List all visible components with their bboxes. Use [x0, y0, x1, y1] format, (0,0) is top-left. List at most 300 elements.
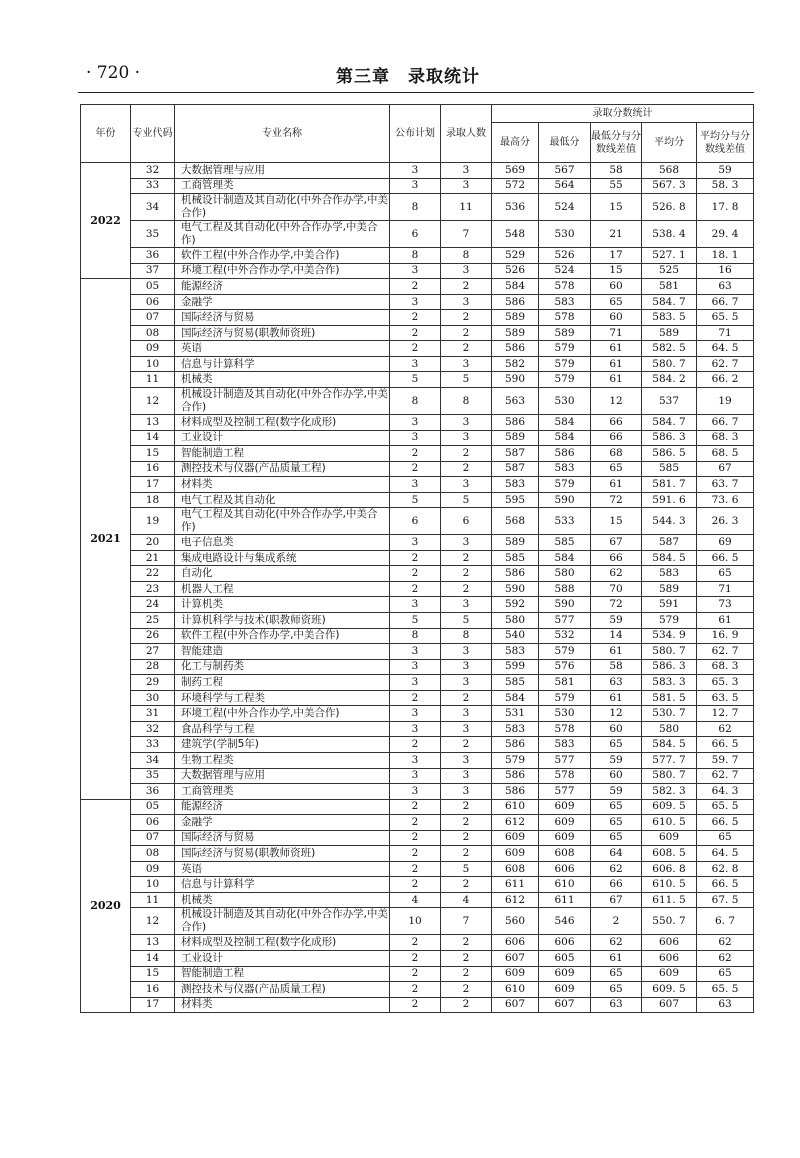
code-cell: 13: [131, 415, 175, 431]
avg-score-cell: 527. 1: [642, 248, 697, 264]
plan-cell: 3: [390, 644, 441, 660]
max-score-cell: 587: [492, 446, 539, 462]
avg-score-cell: 608. 5: [642, 846, 697, 862]
plan-cell: 5: [390, 372, 441, 388]
major-name-cell: 能源经济: [175, 279, 390, 295]
code-cell: 14: [131, 950, 175, 966]
plan-cell: 2: [390, 690, 441, 706]
year-cell: 2020: [81, 799, 131, 1013]
avg-score-cell: 583. 5: [642, 310, 697, 326]
min-score-cell: 578: [539, 721, 591, 737]
admitted-cell: 8: [441, 248, 492, 264]
avg-diff-cell: 61: [697, 613, 754, 629]
avg-diff-cell: 63. 7: [697, 477, 754, 493]
plan-cell: 6: [390, 508, 441, 535]
major-name-cell: 材料成型及控制工程(数字化成形): [175, 415, 390, 431]
code-cell: 15: [131, 446, 175, 462]
table-row: [81, 581, 754, 597]
avg-diff-cell: 71: [697, 581, 754, 597]
min-score-cell: 584: [539, 430, 591, 446]
code-cell: 16: [131, 461, 175, 477]
avg-diff-cell: 69: [697, 535, 754, 551]
max-score-cell: 586: [492, 566, 539, 582]
min-diff-cell: 59: [591, 752, 642, 768]
admitted-cell: 3: [441, 768, 492, 784]
header-plan: 公布计划: [390, 105, 441, 163]
avg-score-cell: 611. 5: [642, 892, 697, 908]
admitted-cell: 2: [441, 815, 492, 831]
major-name-cell: 机械设计制造及其自动化(中外合作办学,中美合作): [175, 194, 390, 221]
min-diff-cell: 65: [591, 815, 642, 831]
plan-cell: 3: [390, 706, 441, 722]
admitted-cell: 6: [441, 508, 492, 535]
plan-cell: 3: [390, 675, 441, 691]
avg-diff-cell: 66. 5: [697, 737, 754, 753]
avg-score-cell: 580. 7: [642, 768, 697, 784]
avg-diff-cell: 68. 3: [697, 430, 754, 446]
plan-cell: 8: [390, 248, 441, 264]
major-name-cell: 生物工程类: [175, 752, 390, 768]
admitted-cell: 2: [441, 737, 492, 753]
year-cell: 2022: [81, 163, 131, 279]
table-row: [81, 477, 754, 493]
avg-diff-cell: 62: [697, 935, 754, 951]
major-name-cell: 建筑学(学制5年): [175, 737, 390, 753]
admitted-cell: 3: [441, 644, 492, 660]
min-diff-cell: 15: [591, 194, 642, 221]
plan-cell: 3: [390, 535, 441, 551]
avg-score-cell: 609. 5: [642, 982, 697, 998]
plan-cell: 2: [390, 737, 441, 753]
max-score-cell: 589: [492, 430, 539, 446]
avg-diff-cell: 64. 5: [697, 846, 754, 862]
max-score-cell: 609: [492, 846, 539, 862]
max-score-cell: 612: [492, 815, 539, 831]
min-score-cell: 579: [539, 644, 591, 660]
plan-cell: 3: [390, 263, 441, 279]
admitted-cell: 3: [441, 535, 492, 551]
max-score-cell: 589: [492, 310, 539, 326]
major-name-cell: 制药工程: [175, 675, 390, 691]
plan-cell: 2: [390, 581, 441, 597]
avg-diff-cell: 67: [697, 461, 754, 477]
header-name: 专业名称: [175, 105, 390, 163]
min-diff-cell: 72: [591, 597, 642, 613]
code-cell: 11: [131, 892, 175, 908]
min-diff-cell: 60: [591, 721, 642, 737]
avg-score-cell: 609: [642, 830, 697, 846]
avg-diff-cell: 62. 8: [697, 861, 754, 877]
avg-diff-cell: 66. 7: [697, 294, 754, 310]
avg-diff-cell: 66. 5: [697, 877, 754, 893]
plan-cell: 3: [390, 163, 441, 179]
admitted-cell: 5: [441, 613, 492, 629]
min-score-cell: 590: [539, 492, 591, 508]
plan-cell: 3: [390, 430, 441, 446]
min-diff-cell: 61: [591, 341, 642, 357]
admitted-cell: 2: [441, 325, 492, 341]
major-name-cell: 机械类: [175, 892, 390, 908]
admitted-cell: 3: [441, 415, 492, 431]
code-cell: 24: [131, 597, 175, 613]
table-row: [81, 935, 754, 951]
major-name-cell: 电气工程及其自动化(中外合作办学,中美合作): [175, 508, 390, 535]
avg-diff-cell: 29. 4: [697, 221, 754, 248]
code-cell: 06: [131, 815, 175, 831]
max-score-cell: 589: [492, 325, 539, 341]
table-row: [81, 310, 754, 326]
min-score-cell: 579: [539, 341, 591, 357]
plan-cell: 2: [390, 846, 441, 862]
table-row: [81, 830, 754, 846]
admitted-cell: 8: [441, 388, 492, 415]
major-name-cell: 材料类: [175, 477, 390, 493]
avg-diff-cell: 63: [697, 279, 754, 295]
avg-score-cell: 606: [642, 950, 697, 966]
min-score-cell: 580: [539, 566, 591, 582]
max-score-cell: 610: [492, 982, 539, 998]
min-diff-cell: 61: [591, 690, 642, 706]
admitted-cell: 2: [441, 566, 492, 582]
major-name-cell: 工业设计: [175, 430, 390, 446]
max-score-cell: 560: [492, 908, 539, 935]
major-name-cell: 工商管理类: [175, 178, 390, 194]
avg-diff-cell: 19: [697, 388, 754, 415]
admitted-cell: 4: [441, 892, 492, 908]
avg-score-cell: 544. 3: [642, 508, 697, 535]
plan-cell: 3: [390, 784, 441, 800]
major-name-cell: 电气工程及其自动化: [175, 492, 390, 508]
code-cell: 32: [131, 721, 175, 737]
admitted-cell: 5: [441, 492, 492, 508]
major-name-cell: 化工与制药类: [175, 659, 390, 675]
plan-cell: 3: [390, 768, 441, 784]
min-score-cell: 584: [539, 550, 591, 566]
table-row: [81, 644, 754, 660]
avg-diff-cell: 6. 7: [697, 908, 754, 935]
major-name-cell: 国际经济与贸易: [175, 310, 390, 326]
min-diff-cell: 66: [591, 430, 642, 446]
plan-cell: 3: [390, 752, 441, 768]
admitted-cell: 5: [441, 372, 492, 388]
min-diff-cell: 70: [591, 581, 642, 597]
header-avg-diff: 平均分与分数线差值: [697, 123, 754, 163]
max-score-cell: 579: [492, 752, 539, 768]
min-score-cell: 530: [539, 388, 591, 415]
major-name-cell: 电气工程及其自动化(中外合作办学,中美合作): [175, 221, 390, 248]
min-score-cell: 609: [539, 982, 591, 998]
avg-diff-cell: 63. 5: [697, 690, 754, 706]
min-score-cell: 532: [539, 628, 591, 644]
code-cell: 33: [131, 178, 175, 194]
major-name-cell: 环境工程(中外合作办学,中美合作): [175, 263, 390, 279]
table-row: [81, 388, 754, 415]
major-name-cell: 电子信息类: [175, 535, 390, 551]
min-diff-cell: 67: [591, 535, 642, 551]
code-cell: 29: [131, 675, 175, 691]
max-score-cell: 586: [492, 341, 539, 357]
code-cell: 07: [131, 830, 175, 846]
avg-score-cell: 585: [642, 461, 697, 477]
avg-score-cell: 583: [642, 566, 697, 582]
min-score-cell: 530: [539, 706, 591, 722]
avg-score-cell: 606. 8: [642, 861, 697, 877]
admitted-cell: 11: [441, 194, 492, 221]
plan-cell: 2: [390, 799, 441, 815]
table-row: [81, 446, 754, 462]
code-cell: 36: [131, 784, 175, 800]
min-score-cell: 606: [539, 861, 591, 877]
min-diff-cell: 65: [591, 294, 642, 310]
min-score-cell: 590: [539, 597, 591, 613]
avg-score-cell: 580. 7: [642, 356, 697, 372]
min-score-cell: 585: [539, 535, 591, 551]
code-cell: 26: [131, 628, 175, 644]
avg-diff-cell: 68. 5: [697, 446, 754, 462]
avg-diff-cell: 63: [697, 997, 754, 1013]
table-row: [81, 415, 754, 431]
min-diff-cell: 12: [591, 706, 642, 722]
major-name-cell: 英语: [175, 341, 390, 357]
major-name-cell: 智能制造工程: [175, 446, 390, 462]
major-name-cell: 智能建造: [175, 644, 390, 660]
max-score-cell: 531: [492, 706, 539, 722]
min-diff-cell: 65: [591, 830, 642, 846]
avg-score-cell: 606: [642, 935, 697, 951]
major-name-cell: 国际经济与贸易(职教师资班): [175, 325, 390, 341]
major-name-cell: 工业设计: [175, 950, 390, 966]
admission-stats-table: [80, 104, 754, 1013]
admitted-cell: 2: [441, 279, 492, 295]
max-score-cell: 590: [492, 372, 539, 388]
code-cell: 34: [131, 752, 175, 768]
avg-score-cell: 609: [642, 966, 697, 982]
table-body: [81, 163, 754, 1013]
avg-diff-cell: 68. 3: [697, 659, 754, 675]
code-cell: 34: [131, 194, 175, 221]
plan-cell: 2: [390, 310, 441, 326]
table-row: [81, 372, 754, 388]
avg-score-cell: 584. 5: [642, 550, 697, 566]
table-row: [81, 799, 754, 815]
min-diff-cell: 59: [591, 784, 642, 800]
code-cell: 17: [131, 997, 175, 1013]
min-diff-cell: 15: [591, 263, 642, 279]
table-row: [81, 341, 754, 357]
code-cell: 14: [131, 430, 175, 446]
max-score-cell: 526: [492, 263, 539, 279]
min-score-cell: 577: [539, 752, 591, 768]
year-cell: 2021: [81, 279, 131, 799]
avg-score-cell: 538. 4: [642, 221, 697, 248]
code-cell: 08: [131, 325, 175, 341]
header-avg: 平均分: [642, 123, 697, 163]
admitted-cell: 3: [441, 597, 492, 613]
plan-cell: 2: [390, 461, 441, 477]
plan-cell: 2: [390, 566, 441, 582]
code-cell: 21: [131, 550, 175, 566]
max-score-cell: 583: [492, 644, 539, 660]
max-score-cell: 583: [492, 721, 539, 737]
major-name-cell: 国际经济与贸易: [175, 830, 390, 846]
code-cell: 35: [131, 221, 175, 248]
table-row: [81, 294, 754, 310]
avg-score-cell: 589: [642, 581, 697, 597]
major-name-cell: 能源经济: [175, 799, 390, 815]
avg-diff-cell: 65: [697, 966, 754, 982]
code-cell: 23: [131, 581, 175, 597]
major-name-cell: 计算机科学与技术(职教师资班): [175, 613, 390, 629]
table-row: [81, 659, 754, 675]
admitted-cell: 3: [441, 659, 492, 675]
avg-diff-cell: 16: [697, 263, 754, 279]
plan-cell: 8: [390, 628, 441, 644]
min-diff-cell: 63: [591, 675, 642, 691]
table-row: [81, 356, 754, 372]
plan-cell: 3: [390, 659, 441, 675]
major-name-cell: 大数据管理与应用: [175, 163, 390, 179]
avg-diff-cell: 65. 5: [697, 799, 754, 815]
admitted-cell: 2: [441, 446, 492, 462]
code-cell: 18: [131, 492, 175, 508]
max-score-cell: 586: [492, 768, 539, 784]
avg-diff-cell: 67. 5: [697, 892, 754, 908]
avg-score-cell: 584. 5: [642, 737, 697, 753]
min-score-cell: 564: [539, 178, 591, 194]
min-score-cell: 609: [539, 830, 591, 846]
min-diff-cell: 14: [591, 628, 642, 644]
table-row: [81, 706, 754, 722]
major-name-cell: 机械设计制造及其自动化(中外合作办学,中美合作): [175, 388, 390, 415]
table-row: [81, 461, 754, 477]
header-min-diff: 最低分与分数线差值: [591, 123, 642, 163]
table-row: [81, 508, 754, 535]
avg-diff-cell: 59: [697, 163, 754, 179]
min-diff-cell: 66: [591, 550, 642, 566]
min-diff-cell: 65: [591, 799, 642, 815]
code-cell: 09: [131, 341, 175, 357]
admitted-cell: 7: [441, 908, 492, 935]
code-cell: 10: [131, 877, 175, 893]
plan-cell: 2: [390, 325, 441, 341]
min-diff-cell: 61: [591, 477, 642, 493]
table-row: [81, 430, 754, 446]
plan-cell: 3: [390, 294, 441, 310]
table-row: [81, 675, 754, 691]
min-diff-cell: 60: [591, 768, 642, 784]
max-score-cell: 612: [492, 892, 539, 908]
max-score-cell: 584: [492, 690, 539, 706]
max-score-cell: 607: [492, 950, 539, 966]
avg-score-cell: 526. 8: [642, 194, 697, 221]
min-score-cell: 524: [539, 194, 591, 221]
avg-diff-cell: 71: [697, 325, 754, 341]
admitted-cell: 3: [441, 163, 492, 179]
min-score-cell: 609: [539, 799, 591, 815]
code-cell: 33: [131, 737, 175, 753]
plan-cell: 8: [390, 194, 441, 221]
min-diff-cell: 65: [591, 982, 642, 998]
code-cell: 08: [131, 846, 175, 862]
max-score-cell: 580: [492, 613, 539, 629]
table-row: [81, 613, 754, 629]
max-score-cell: 608: [492, 861, 539, 877]
avg-diff-cell: 62. 7: [697, 768, 754, 784]
min-diff-cell: 58: [591, 163, 642, 179]
table-row: [81, 279, 754, 295]
avg-score-cell: 567. 3: [642, 178, 697, 194]
table-row: [81, 997, 754, 1013]
max-score-cell: 590: [492, 581, 539, 597]
plan-cell: 2: [390, 815, 441, 831]
plan-cell: 2: [390, 982, 441, 998]
max-score-cell: 599: [492, 659, 539, 675]
avg-score-cell: 591: [642, 597, 697, 613]
min-score-cell: 605: [539, 950, 591, 966]
table-row: [81, 566, 754, 582]
table-row: [81, 194, 754, 221]
min-diff-cell: 66: [591, 877, 642, 893]
avg-diff-cell: 62. 7: [697, 356, 754, 372]
admitted-cell: 2: [441, 846, 492, 862]
table-row: [81, 768, 754, 784]
header-code: 专业代码: [131, 105, 175, 163]
major-name-cell: 环境科学与工程类: [175, 690, 390, 706]
avg-score-cell: 586. 5: [642, 446, 697, 462]
max-score-cell: 540: [492, 628, 539, 644]
min-diff-cell: 59: [591, 613, 642, 629]
plan-cell: 2: [390, 950, 441, 966]
table-row: [81, 248, 754, 264]
avg-score-cell: 589: [642, 325, 697, 341]
min-score-cell: 533: [539, 508, 591, 535]
major-name-cell: 机器人工程: [175, 581, 390, 597]
min-score-cell: 607: [539, 997, 591, 1013]
code-cell: 20: [131, 535, 175, 551]
plan-cell: 2: [390, 861, 441, 877]
min-score-cell: 609: [539, 966, 591, 982]
min-diff-cell: 21: [591, 221, 642, 248]
major-name-cell: 测控技术与仪器(产品质量工程): [175, 982, 390, 998]
avg-score-cell: 583. 3: [642, 675, 697, 691]
plan-cell: 5: [390, 492, 441, 508]
plan-cell: 2: [390, 935, 441, 951]
major-name-cell: 智能制造工程: [175, 966, 390, 982]
avg-diff-cell: 18. 1: [697, 248, 754, 264]
avg-diff-cell: 62: [697, 950, 754, 966]
table-row: [81, 966, 754, 982]
plan-cell: 3: [390, 356, 441, 372]
min-score-cell: 589: [539, 325, 591, 341]
admitted-cell: 2: [441, 799, 492, 815]
admitted-cell: 3: [441, 675, 492, 691]
table-row: [81, 877, 754, 893]
admitted-cell: 2: [441, 997, 492, 1013]
code-cell: 05: [131, 799, 175, 815]
plan-cell: 2: [390, 830, 441, 846]
major-name-cell: 信息与计算科学: [175, 356, 390, 372]
table-row: [81, 815, 754, 831]
code-cell: 37: [131, 263, 175, 279]
min-score-cell: 581: [539, 675, 591, 691]
table-row: [81, 221, 754, 248]
avg-score-cell: 582. 3: [642, 784, 697, 800]
min-diff-cell: 65: [591, 461, 642, 477]
table-row: [81, 982, 754, 998]
plan-cell: 3: [390, 721, 441, 737]
avg-diff-cell: 64. 5: [697, 341, 754, 357]
code-cell: 31: [131, 706, 175, 722]
